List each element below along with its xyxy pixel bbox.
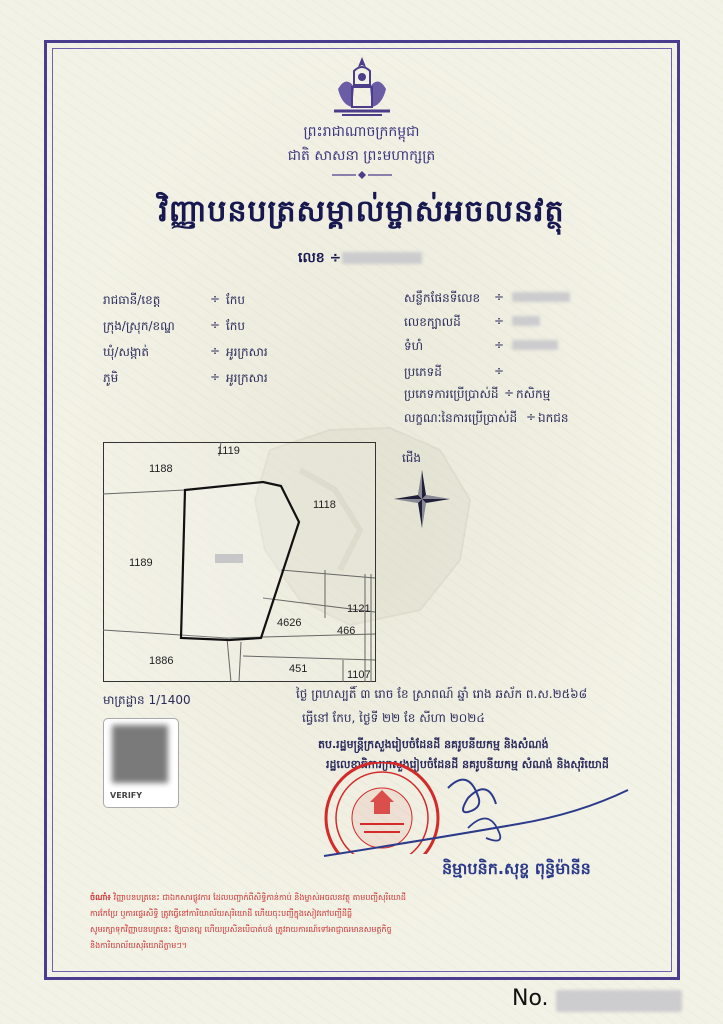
handwritten-signature xyxy=(318,768,638,868)
notes-line xyxy=(90,890,666,906)
compass-rose-icon xyxy=(392,468,452,530)
serial-number-redacted xyxy=(556,990,682,1012)
solar-date: ធ្វើនៅ កែប, ថ្ងៃទី ២២ ខែ សីហា ២០២៤ xyxy=(302,711,485,725)
field-label-land-use: ប្រភេទការប្រើប្រាស់ដី xyxy=(404,387,499,401)
lunar-date: ថ្ងៃ ព្រហស្បតិ៍ ៣ រោច ខែ ស្រាពណ៍ ឆ្នាំ រោង ឆស័ក ព.ស.២៥៦៨ xyxy=(296,687,588,701)
parcel-label: 1107 xyxy=(346,668,371,681)
serial-number-label: No. xyxy=(512,986,549,1011)
certificate-title: វិញ្ញាបនបត្រសម្គាល់ម្ចាស់អចលនវត្ថុ xyxy=(158,194,565,229)
field-value-district: កែប xyxy=(226,319,246,333)
royal-emblem xyxy=(328,55,396,117)
north-label: ជើង xyxy=(402,451,422,465)
notes-text: វិញ្ញាបនបត្រនេះ ជាឯកសារផ្លូវការ ដែលបញ្ជាក់ពីសិទ្ធិកាន់កាប់ និងម្ចាស់អចលនវត្ថុ តាមបញ្ជីសុរិយោដី xyxy=(113,893,406,902)
national-motto: ជាតិ សាសនា ព្រះមហាក្សត្រ xyxy=(287,148,436,164)
parcel-label: 1121 xyxy=(346,602,371,615)
field-sep: ÷ xyxy=(494,314,505,328)
certificate-number-label: លេខ ÷ xyxy=(298,250,342,266)
field-label-commune: ឃុំ/សង្កាត់ xyxy=(103,345,149,359)
field-sep: ÷ xyxy=(494,364,505,378)
field-sep: ÷ xyxy=(526,410,537,424)
parcel-label: 466 xyxy=(336,624,355,637)
map-sheet-redacted xyxy=(512,292,570,302)
notes-heading: ចំណាំ៖ xyxy=(90,893,111,902)
main-parcel-number-redacted xyxy=(215,554,243,563)
field-value-province: កែប xyxy=(226,293,246,307)
notes-line: និងការិយាល័យសុរិយោដីភ្លាមៗ។ xyxy=(90,941,187,950)
field-value-land-use: កសិកម្ម xyxy=(516,387,551,401)
parcel-map-drawing xyxy=(103,442,376,682)
parcel-label: 1188 xyxy=(148,462,173,475)
field-sep: ÷ xyxy=(494,338,505,352)
field-label-parcel-number: លេខក្បាលដី xyxy=(404,315,461,329)
parcel-label: 1119 xyxy=(216,444,240,457)
field-label-use-character: លក្ខណៈនៃការប្រើប្រាស់ដី xyxy=(404,411,518,425)
kingdom-heading: ព្រះរាជាណាចក្រកម្ពុជា xyxy=(303,124,420,140)
field-sep: ÷ xyxy=(210,370,221,384)
field-sep: ÷ xyxy=(210,344,221,358)
field-sep: ÷ xyxy=(210,318,221,332)
field-value-use-character: ឯកជន xyxy=(538,411,569,425)
field-label-map-sheet: សន្លឹកផែនទីលេខ xyxy=(404,291,481,305)
verify-label: VERIFY xyxy=(110,791,143,800)
parcel-label: 451 xyxy=(288,662,307,675)
field-label-province: រាជធានី/ខេត្ត xyxy=(103,293,161,307)
field-label-village: ភូមិ xyxy=(103,371,119,385)
parcel-label: 4626 xyxy=(276,616,301,629)
notes-line: ការកែប្រែ ឬការផ្ទេរសិទ្ធិ ត្រូវធ្វើនៅការិយាល័យសុរិយោដី ហើយចុះបញ្ជីក្នុងសៀវភៅបញ្ជីដីធ្លី xyxy=(90,909,353,918)
verify-qr-code[interactable] xyxy=(103,718,179,808)
field-value-commune: អូរក្រសារ xyxy=(226,345,268,359)
parcel-label: 1118 xyxy=(312,498,336,511)
parcel-label: 1886 xyxy=(148,654,173,667)
signer-name: និម្មាបនិក.សុខ្ហ ពុន្ធិម៉ានីន xyxy=(442,859,591,878)
field-label-area: ទំហំ xyxy=(404,339,424,353)
qr-code-image xyxy=(112,725,168,783)
parcel-label: 1189 xyxy=(128,556,153,569)
notes-line: សូមរក្សាទុកវិញ្ញាបនបត្រនេះ ឱ្យបានល្អ ហើយប្រសិនបើបាត់បង់ ត្រូវរាយការណ៍ទៅអាជ្ញាធរមានសមត្ថកិច្ច xyxy=(90,925,392,934)
field-sep: ÷ xyxy=(494,290,505,304)
field-label-district: ក្រុង/ស្រុក/ខណ្ឌ xyxy=(103,319,175,333)
field-sep: ÷ xyxy=(210,292,221,306)
signing-office-line2: រដ្ឋលេខាធិការក្រសួងរៀបចំដែនដី នគរូបនីយកម្ម សំណង់ និងសុរិយោដី xyxy=(326,758,609,771)
area-redacted xyxy=(512,340,558,350)
notes-section xyxy=(90,890,666,954)
map-scale: មាត្រដ្ឋាន 1/1400 xyxy=(103,693,191,707)
signing-office-line1: តប.រដ្ឋមន្ត្រីក្រសួងរៀបចំដែនដី នគរូបនីយកម្ម និងសំណង់ xyxy=(318,738,549,751)
field-label-land-type: ប្រភេទដី xyxy=(404,365,442,379)
field-value-village: អូរក្រសារ xyxy=(226,371,268,385)
parcel-number-redacted xyxy=(512,316,540,326)
field-sep: ÷ xyxy=(504,386,515,400)
ornament-divider xyxy=(330,170,394,180)
certificate-number-redacted xyxy=(342,252,422,264)
parcel-map xyxy=(103,442,376,682)
